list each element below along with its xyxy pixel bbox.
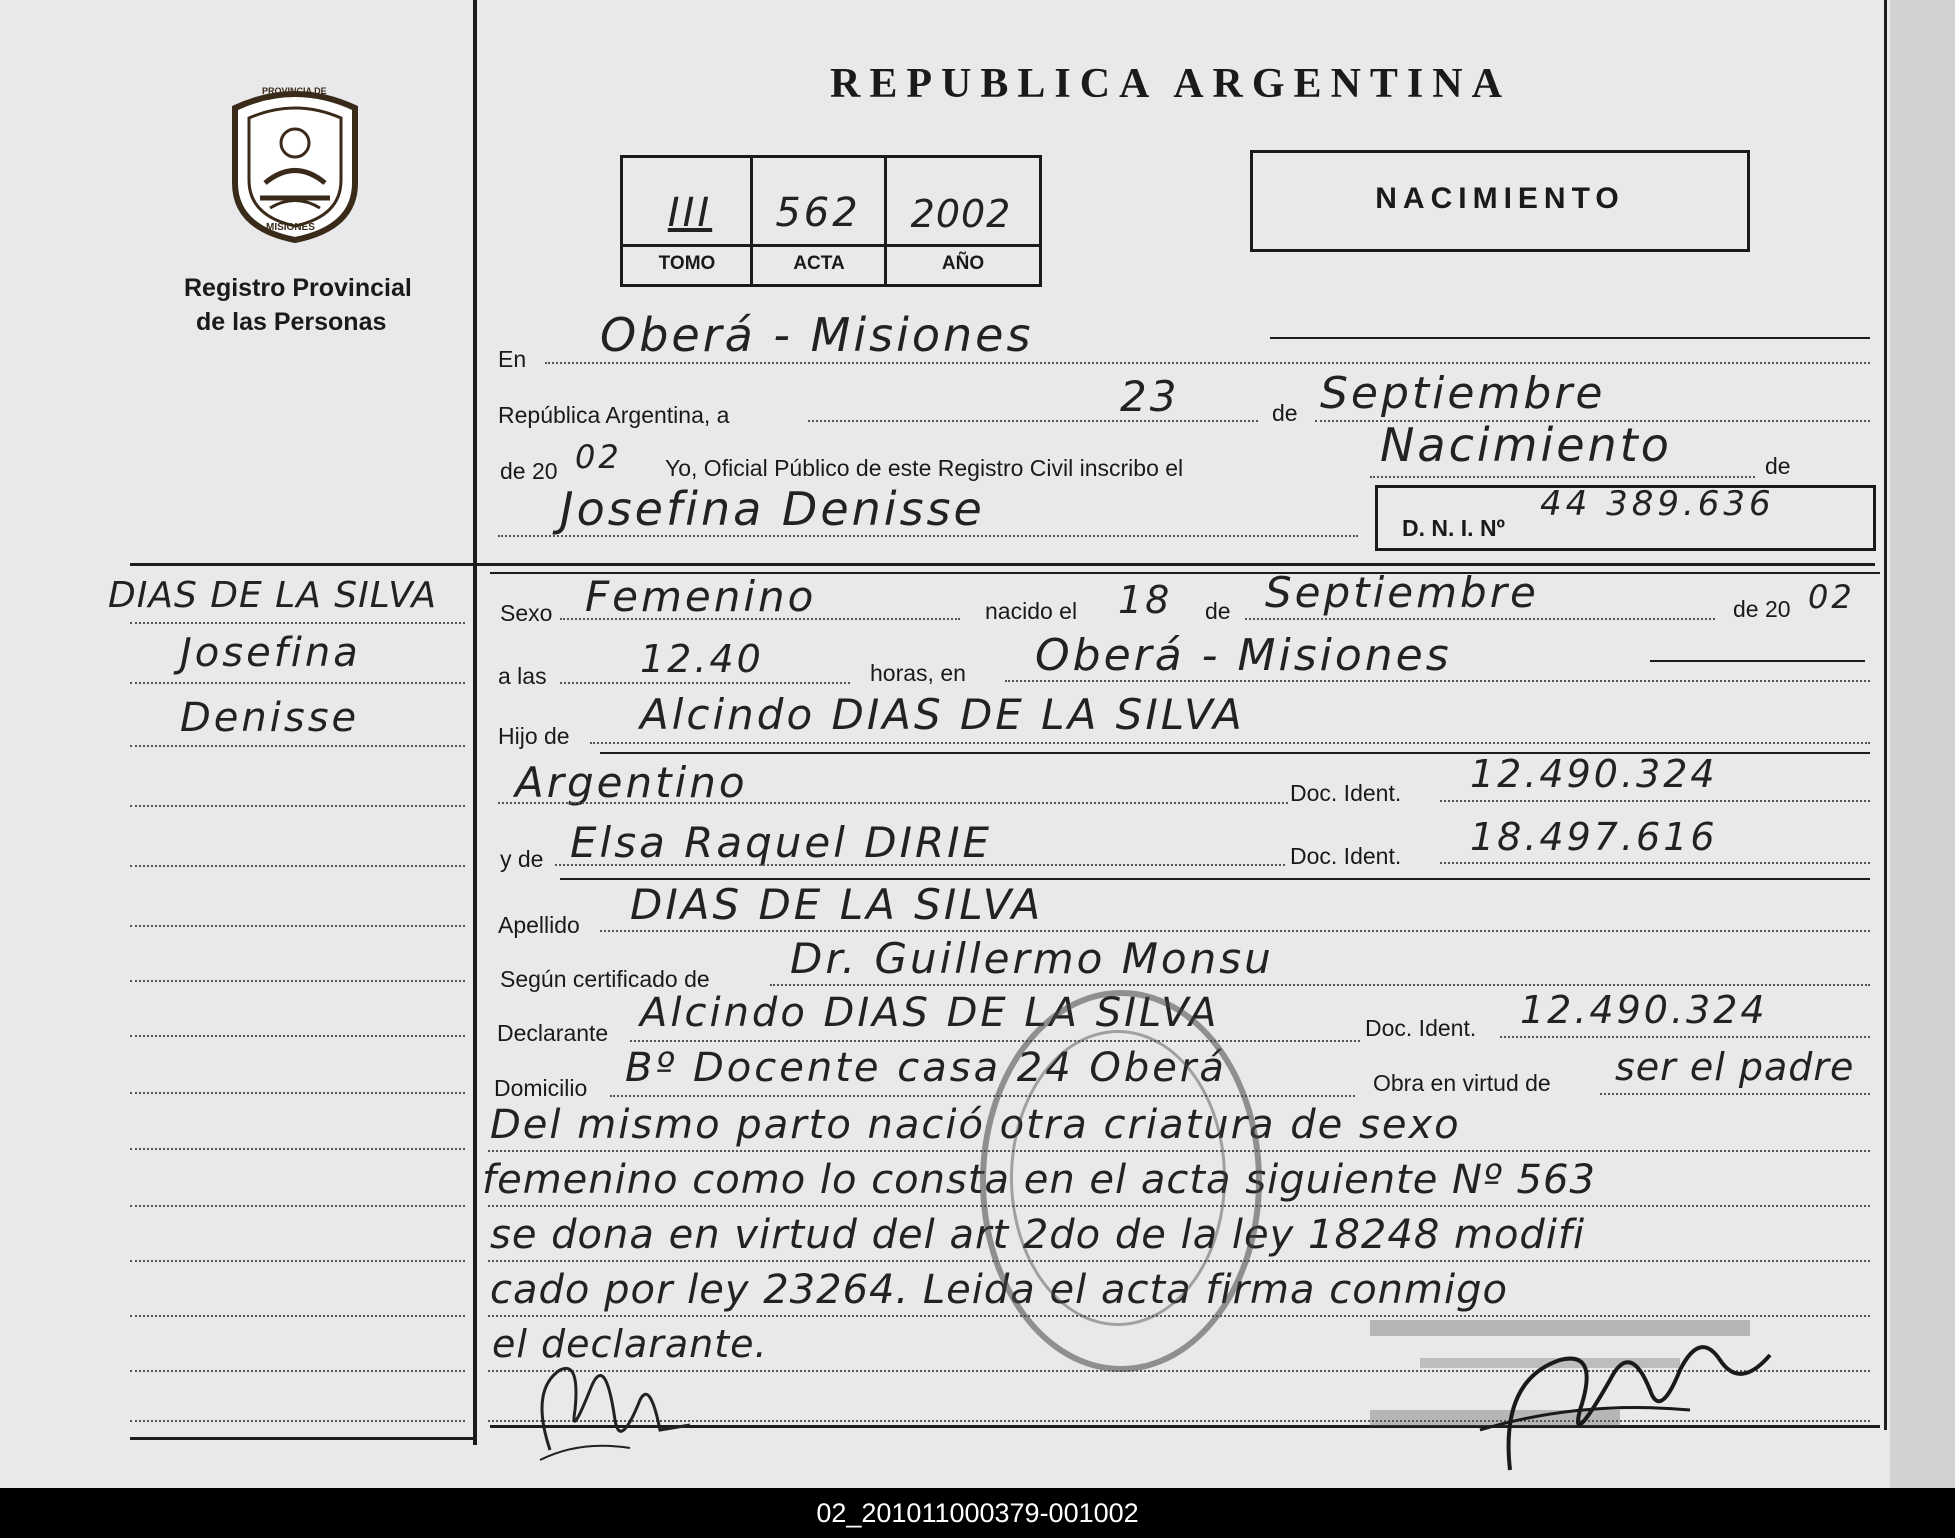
bottom-rule-left <box>130 1437 475 1440</box>
entry-father-nationality: Argentino <box>515 758 748 807</box>
label-declarante: Declarante <box>497 1020 609 1046</box>
entry-day: 23 <box>1120 372 1180 421</box>
label-nacido-el: nacido el <box>985 598 1078 624</box>
province-seal <box>225 88 365 243</box>
line-en-solid <box>1270 337 1870 339</box>
left-column-border <box>473 0 477 1445</box>
margin-line-10 <box>130 1148 465 1150</box>
entry-certificate: Dr. Guillermo Monsu <box>790 934 1274 983</box>
entry-declarant-doc: 12.490.324 <box>1520 988 1768 1032</box>
registry-line-1: Registro Provincial <box>184 274 412 302</box>
margin-line-4 <box>130 805 465 807</box>
label-republica: República Argentina, a <box>498 402 730 428</box>
margin-surname: DIAS DE LA SILVA <box>108 575 438 616</box>
seal-bottom-text: MISIONES <box>266 222 315 233</box>
margin-name-1: Josefina <box>180 630 361 676</box>
label-doc-ident-mother: Doc. Ident. <box>1290 843 1402 869</box>
margin-line-7 <box>130 980 465 982</box>
tomo-label: TOMO <box>658 253 716 274</box>
label-y-de: y de <box>500 846 544 872</box>
page-edge <box>1890 0 1955 1488</box>
label-yo-oficial: Yo, Oficial Público de este Registro Civil inscribo el <box>665 455 1184 481</box>
note-line-4: cado por ley 23264. Leida el acta firma conmigo <box>490 1267 1508 1313</box>
line-nationality <box>498 802 1288 804</box>
margin-line-14 <box>130 1370 465 1372</box>
label-a-las: a las <box>498 663 547 689</box>
line-birth-place-solid <box>1650 660 1865 662</box>
note-line-2: femenino como lo consta en el acta siguiente Nº 563 <box>482 1157 1596 1203</box>
entry-declarant: Alcindo DIAS DE LA SILVA <box>640 990 1220 1036</box>
acta-label: ACTA <box>793 253 845 274</box>
entry-act-kind: Nacimiento <box>1380 418 1672 472</box>
entry-capacity: ser el padre <box>1615 1045 1855 1089</box>
entry-surname: DIAS DE LA SILVA <box>630 880 1044 929</box>
margin-line-9 <box>130 1092 465 1094</box>
margin-line-5 <box>130 865 465 867</box>
entry-place: Oberá - Misiones <box>600 308 1034 362</box>
note-line-3: se dona en virtud del art 2do de la ley 18248 modifi <box>490 1212 1586 1258</box>
acta-value: 562 <box>775 190 861 236</box>
tomo-value: III <box>667 190 713 236</box>
margin-rule <box>130 563 475 566</box>
entry-address: Bº Docente casa 24 Oberá <box>625 1045 1227 1091</box>
line-father-doc <box>1440 800 1870 802</box>
label-doc-ident-declarant: Doc. Ident. <box>1365 1015 1477 1041</box>
line-birth-month <box>1245 618 1715 620</box>
act-type: NACIMIENTO <box>1375 182 1625 215</box>
label-sexo: Sexo <box>500 600 553 626</box>
line-declarant <box>630 1040 1360 1042</box>
label-de-birth-month: de <box>1205 598 1231 624</box>
line-declarant-doc <box>1500 1036 1870 1038</box>
book-table-divider-1 <box>750 155 753 285</box>
book-table-label-rule <box>620 244 1040 247</box>
margin-line-15 <box>130 1420 465 1422</box>
ano-label: AÑO <box>941 253 985 274</box>
margin-line-2 <box>130 682 465 684</box>
entry-birth-year-suffix: 02 <box>1808 578 1855 616</box>
label-de-child: de <box>1765 453 1791 479</box>
line-time <box>560 682 850 684</box>
line-mother-doc <box>1440 862 1870 864</box>
entry-time: 12.40 <box>640 637 764 681</box>
entry-child-name: Josefina Denisse <box>560 482 985 536</box>
margin-line-6 <box>130 925 465 927</box>
entry-birth-place: Oberá - Misiones <box>1035 630 1452 681</box>
entry-father-doc: 12.490.324 <box>1470 752 1718 796</box>
declarant-signature <box>520 1330 720 1470</box>
entry-year-suffix: 02 <box>575 438 622 476</box>
line-en <box>545 362 1870 364</box>
label-obra-virtud: Obra en virtud de <box>1373 1070 1551 1096</box>
note-line-5: el declarante. <box>492 1322 768 1366</box>
label-hijo-de: Hijo de <box>498 723 570 749</box>
margin-line-8 <box>130 1035 465 1037</box>
country-title: REPUBLICA ARGENTINA <box>830 61 1511 107</box>
seal-top-text: PROVINCIA DE <box>262 86 327 96</box>
label-de-20: de 20 <box>500 458 558 484</box>
declarant-signature-icon <box>520 1330 720 1470</box>
line-act-kind <box>1370 476 1755 478</box>
margin-line-11 <box>130 1205 465 1207</box>
label-de-month: de <box>1272 400 1298 426</box>
margin-line-3 <box>130 745 465 747</box>
line-surname <box>600 930 1870 932</box>
entry-sex: Femenino <box>585 572 817 621</box>
label-de-20-birth: de 20 <box>1733 596 1791 622</box>
margin-line-1 <box>130 622 465 624</box>
line-birth-place <box>1005 680 1870 682</box>
official-signature <box>1360 1300 1800 1480</box>
label-en: En <box>498 346 527 372</box>
ano-value: 2002 <box>910 192 1012 236</box>
province-seal-icon <box>225 88 365 243</box>
entry-mother: Elsa Raquel DIRIE <box>570 818 993 867</box>
entry-dni: 44 389.636 <box>1540 484 1775 524</box>
line-sex <box>560 618 960 620</box>
label-apellido: Apellido <box>498 912 580 938</box>
right-border <box>1884 0 1887 1430</box>
line-capacity <box>1600 1093 1870 1095</box>
registry-line-2: de las Personas <box>196 308 387 336</box>
margin-line-13 <box>130 1315 465 1317</box>
entry-month: Septiembre <box>1320 368 1606 419</box>
entry-mother-doc: 18.497.616 <box>1470 815 1718 859</box>
entry-birth-day: 18 <box>1118 578 1173 622</box>
line-mother <box>555 864 1285 866</box>
note-line-1: Del mismo parto nació otra criatura de sexo <box>490 1102 1461 1148</box>
label-segun-certificado: Según certificado de <box>500 966 710 992</box>
official-signature-icon <box>1360 1300 1800 1480</box>
label-horas-en: horas, en <box>870 660 966 686</box>
margin-name-2: Denisse <box>180 695 360 741</box>
label-doc-ident-father: Doc. Ident. <box>1290 780 1402 806</box>
line-father <box>590 742 1870 744</box>
line-day <box>808 420 1258 422</box>
margin-line-12 <box>130 1260 465 1262</box>
official-stamp-inner-ring <box>1010 1030 1226 1326</box>
label-dni: D. N. I. Nº <box>1402 515 1505 541</box>
entry-father: Alcindo DIAS DE LA SILVA <box>640 690 1245 739</box>
image-id-footer: 02_201011000379-001002 <box>0 1488 1955 1538</box>
line-certificate <box>770 984 1870 986</box>
entry-birth-month: Septiembre <box>1265 568 1539 617</box>
label-domicilio: Domicilio <box>494 1075 588 1101</box>
